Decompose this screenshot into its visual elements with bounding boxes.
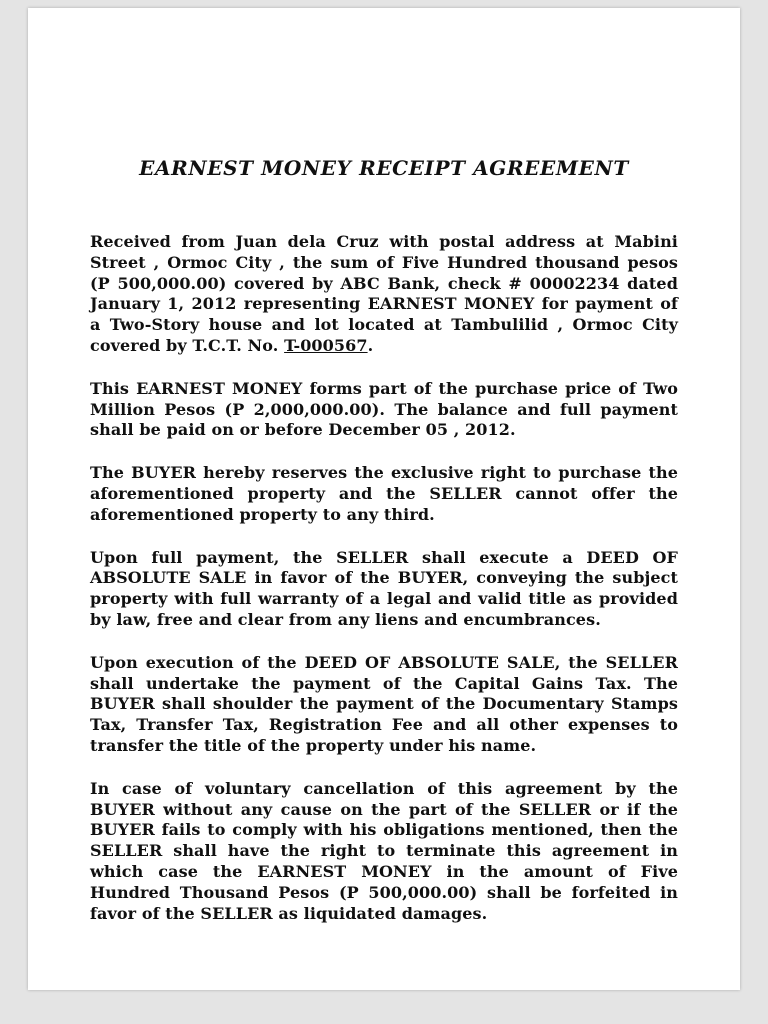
tct-number: T-000567 [284,335,368,355]
paragraph-purchase-price: This EARNEST MONEY forms part of the purchase price of Two Million Pesos (P 2,000,000.00). The balance and full payment shall be paid on or before December 05 , 2012. [90,378,678,440]
paragraph-1-period: . [367,335,374,355]
document-page [28,8,740,990]
paragraph-exclusive-right: The BUYER hereby reserves the exclusive right to purchase the aforementioned property and the SELLER cannot offer the aforementioned property to any third. [90,463,678,524]
paragraph-deed-of-absolute-sale: Upon full payment, the SELLER shall execute a DEED OF ABSOLUTE SALE in favor of the BUYER, conveying the subject property with full warranty of a legal and valid title as provided by law, free and clear from any liens and encumbrances. [90,547,678,629]
document-title: EARNEST MONEY RECEIPT AGREEMENT [139,156,629,180]
paragraph-cancellation-forfeiture: In case of voluntary cancellation of this agreement by the BUYER without any cause on the part of the SELLER or if the BUYER fails to comply with his obligations mentioned, then the SELLER shall have the right to terminate this agreement in which case the EARNEST MONEY in the amount of Five Hundred Thousand Pesos (P 500,000.00) shall be forfeited in favor of the SELLER as liquidated damages. [90,778,678,923]
paragraph-1-text: Received from Juan dela Cruz with postal address at Mabini Street , Ormoc City , the sum of Five Hundred thousand pesos (P 500,000.00) covered by ABC Bank, check # 00002234 dated January 1, 2012 representing EARNEST MONEY for payment of a Two-Story house and lot located at Tambulilid , Ormoc City covered by T.C.T. No. [90,232,678,355]
paragraph-received-from [90,232,678,357]
paragraph-taxes-and-fees: Upon execution of the DEED OF ABSOLUTE SALE, the SELLER shall undertake the payment of the Capital Gains Tax. The BUYER shall shoulder the payment of the Documentary Stamps Tax, Transfer Tax, Registration Fee and all other expenses to transfer the title of the property under his name. [90,652,678,755]
